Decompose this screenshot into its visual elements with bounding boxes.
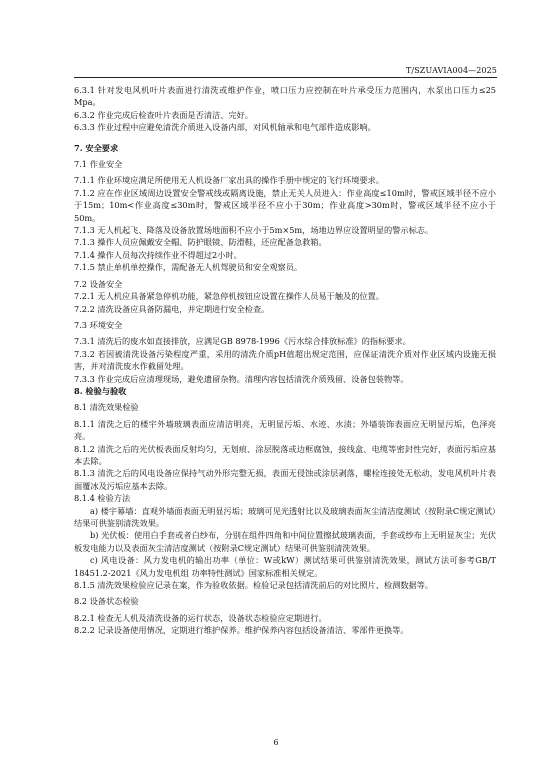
spacer: [74, 134, 496, 142]
document-body: [74, 84, 496, 637]
clause-paragraph: 8.1 清洗效果检验: [74, 402, 139, 413]
clause-paragraph: 8.2.1 检查无人机及清洗设备的运行状态，设备状态检验应定期进行。: [74, 612, 327, 623]
list-item: b) 光伏板：使用白手套或者白纱布，分别在组件四角和中间位置擦拭玻璃表面，手套或纱布上无明显灰尘；光伏板发电能力以及表面灰尘清洁度测试（按附录C规定测试）结果可供鉴别清洗效果。: [74, 530, 496, 553]
clause-paragraph: 7.2.1 无人机应具备紧急停机功能，紧急停机按钮应设置在操作人员易于触及的位置。: [74, 291, 384, 302]
clause-paragraph: 7.1.4 操作人员每次持续作业不得超过2小时。: [74, 249, 242, 260]
list-item: c) 风电设备：风力发电机的输出功率（单位：W或kW）测试结果可供鉴别清洗效果，测试方法可参考GB/T 18451.2-2021《风力发电机组 功率特性测试》国家标准相关规定。: [74, 555, 496, 578]
page-number: 6: [273, 738, 279, 747]
clause-paragraph: 7.1.3 操作人员应佩戴安全帽、防护眼镜、防滑鞋，还应配备急救箱。: [74, 237, 327, 248]
section-heading: 7. 安全要求: [74, 142, 119, 153]
clause-paragraph: 8.2 设备状态检验: [74, 596, 139, 607]
clause-paragraph: 8.2.2 记录设备使用情况，定期进行维护保养。维护保养内容包括设备清洁、零部件更换等。: [74, 625, 409, 636]
clause-paragraph: 7.1 作业安全: [74, 159, 123, 170]
document-number: T/SZUAVIA004—2025: [406, 66, 497, 75]
clause-paragraph: 8.1.1 清洗之后的楼宇外墙玻璃表面应清洁明亮，无明显污垢、水迹、水渍；外墙装饰表面应无明显污垢，色泽亮亮。: [74, 418, 496, 442]
clause-paragraph: 7.3 环境安全: [74, 319, 123, 330]
clause-paragraph: 8.1.2 清洗之后的光伏板表面反射均匀，无划痕、涂层脱落或边框腐蚀，接线盒、电缆等密封性完好，表面污垢应基本去除。: [74, 443, 496, 466]
clause-paragraph: 8.1.4 检验方法: [74, 493, 131, 504]
clause-paragraph: 7.1.1 作业环境应满足所使用无人机设备厂家出具的操作手册中规定的飞行环境要求。: [74, 175, 384, 186]
clause-paragraph: 8.1.3 清洗之后的风电设备应保持气动外形完整无损，表面无侵蚀或涂层剥落，螺栓连接处无松动，发电风机叶片表面覆冰及污垢应基本去除。: [74, 468, 496, 491]
clause-paragraph: 7.3.3 作业完成后应清理现场，避免遗留杂物。清理内容包括清洗介质残留、设备包装物等。: [74, 373, 409, 384]
clause-paragraph: 7.3.1 清洗后的废水如直接排放，应满足GB 8978-1996《污水综合排放标准》的指标要求。: [74, 336, 411, 347]
clause-paragraph: 7.1.3 无人机起飞、降落及设备放置场地面积不应小于5m×5m，场地边界应设置明显的警示标志。: [74, 225, 434, 236]
list-item: a) 楼宇幕墙：直观外墙面表面无明显污垢；玻璃可见光透射比以及玻璃表面灰尘清洁度测试（按附录C规定测试）结果可供鉴别清洗效果。: [74, 505, 496, 528]
clause-paragraph: 7.2 设备安全: [74, 278, 123, 289]
clause-paragraph: 7.2.2 清洗设备应具备防漏电，并定期进行安全检查。: [74, 303, 270, 314]
clause-paragraph: 7.1.2 应在作业区域周边设置安全警戒线或隔离设施，禁止无关人员进入：作业高度≤10m时，警戒区域半径不应小于15m；10m<作业高度≤30m时，警戒区域半径不应小于30m；作业高度>30m时，警戒区域半径不应小于50m。: [74, 187, 496, 223]
clause-paragraph: 7.1.5 禁止单机单控操作，需配备无人机驾驶员和安全观察员。: [74, 262, 303, 273]
clause-paragraph: 7.3.2 若因被清洗设备污染程度严重，采用的清洗介质pH值超出规定范围，应保证清洗介质对作业区域内设施无损害，并对清洗废水作截留处理。: [74, 348, 496, 372]
header-rule: [74, 77, 497, 78]
clause-paragraph: 6.3.3 作业过程中应避免清洗介质进入设备内部，对风机轴承和电气部件造成影响。: [74, 122, 376, 133]
section-heading: 8. 检验与验收: [74, 385, 127, 396]
clause-paragraph: 6.3.2 作业完成后检查叶片表面是否清洁、完好。: [74, 109, 253, 120]
clause-paragraph: 6.3.1 针对发电风机叶片表面进行清洗或维护作业，喷口压力应控制在叶片承受压力范围内，水泵出口压力≤25 Mpa。: [74, 85, 496, 108]
clause-paragraph: 8.1.5 清洗效果检验应记录在案，作为验收依据。检验记录包括清洗前后的对比照片、检测数据等。: [74, 580, 434, 591]
